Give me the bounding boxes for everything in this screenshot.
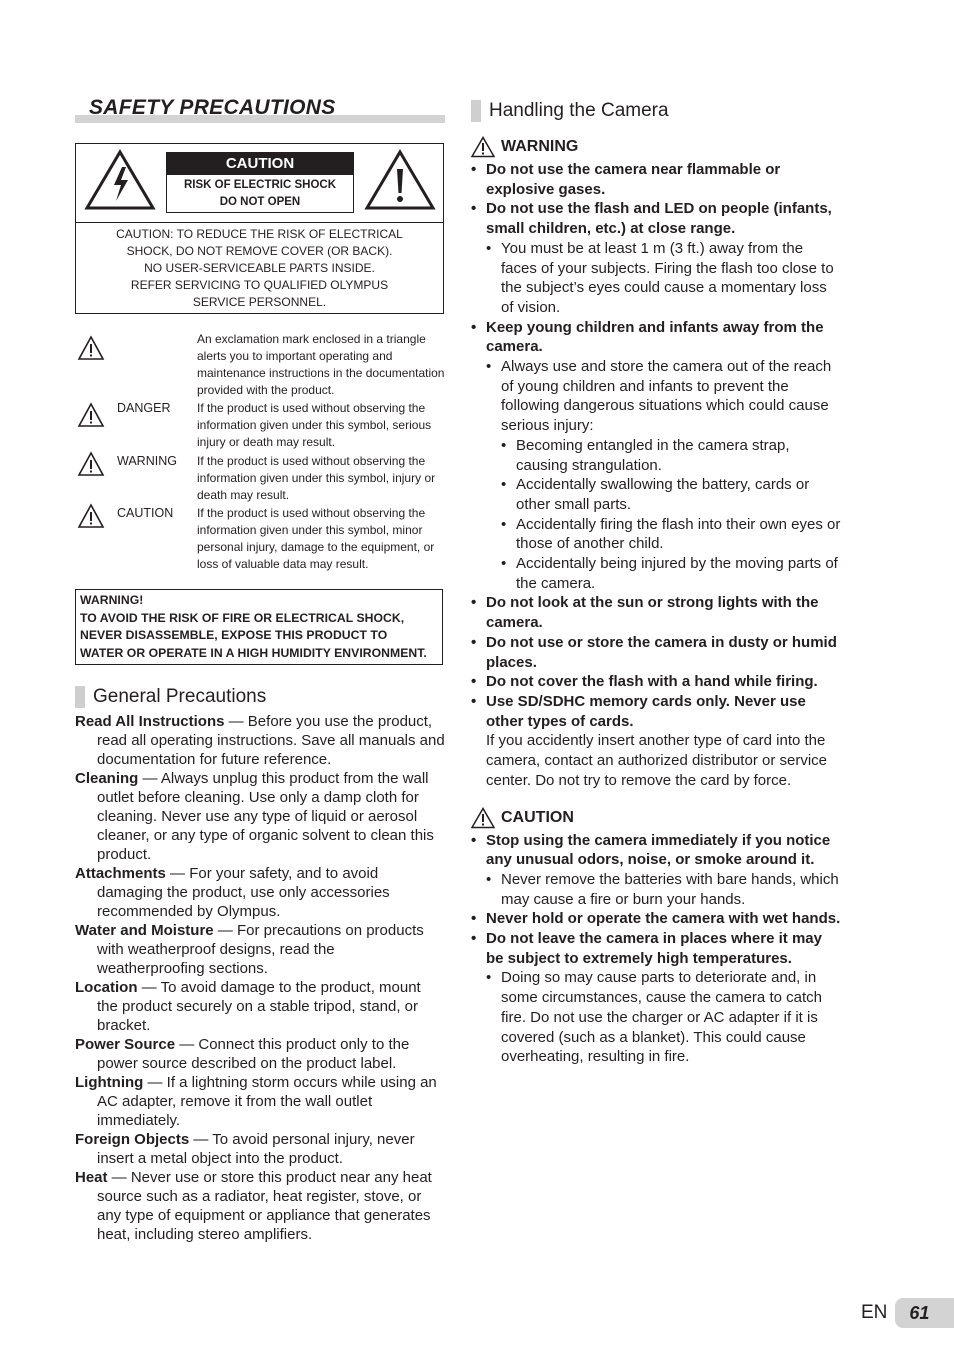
list-item: • Do not leave the camera in places where it may be subject to extremely high temperatures. bbox=[471, 929, 843, 968]
heading-marker bbox=[75, 686, 85, 708]
precaution-item bbox=[75, 921, 445, 978]
left-column bbox=[75, 96, 445, 1244]
precaution-term: Lightning bbox=[75, 1074, 144, 1091]
precaution-item bbox=[75, 1073, 445, 1130]
list-item: If you accidently insert another type of card into the camera, contact an authorized distributor or service center. Do not try to remove the card by force. bbox=[486, 732, 827, 789]
precaution-item bbox=[75, 1168, 445, 1244]
caution-risk-text: RISK OF ELECTRIC SHOCK DO NOT OPEN bbox=[183, 179, 337, 208]
warning-triangle-icon bbox=[75, 331, 117, 361]
caution-header bbox=[76, 144, 443, 223]
exclamation-icon bbox=[364, 149, 436, 211]
precaution-text: — For precautions on products with weatherproof designs, read the weatherproofing sections. bbox=[97, 922, 424, 977]
list-item: • Becoming entangled in the camera strap, causing strangulation. bbox=[471, 436, 843, 475]
precaution-term: Attachments bbox=[75, 865, 166, 882]
list-item: • Accidentally firing the flash into their own eyes or those of another child. bbox=[471, 515, 843, 554]
precaution-text: — For your safety, and to avoid damaging the product, use only accessories recommended by Olympus. bbox=[97, 865, 390, 920]
precaution-item bbox=[75, 864, 445, 921]
caution-body: CAUTION: TO REDUCE THE RISK OF ELECTRICAL SHOCK, DO NOT REMOVE COVER (OR BACK). NO USER-SERVICEABLE PARTS INSIDE. REFER SERVICING TO QUALIFIED OLYMPUS SERVICE PERSONNEL. bbox=[116, 227, 403, 309]
list-item: • Stop using the camera immediately if you notice any unusual odors, noise, or smoke around it. bbox=[471, 831, 843, 870]
precaution-item bbox=[75, 1130, 445, 1168]
general-precautions-list bbox=[75, 712, 445, 1244]
page-title: SAFETY PRECAUTIONS bbox=[89, 96, 336, 119]
precaution-term: Heat bbox=[75, 1169, 108, 1186]
caution-label: CAUTION bbox=[167, 153, 353, 175]
list-item: • Do not use the camera near flammable or explosive gases. bbox=[471, 160, 843, 199]
precaution-item bbox=[75, 712, 445, 769]
precaution-term: Foreign Objects bbox=[75, 1131, 190, 1148]
section-heading bbox=[75, 686, 445, 712]
precaution-item bbox=[75, 978, 445, 1035]
precaution-text: — Never use or store this product near any heat source such as a radiator, heat register, stove, or any type of equipment or appliance that generates heat, including stereo amplifiers. bbox=[97, 1169, 432, 1243]
precaution-term: Location bbox=[75, 979, 138, 996]
list-item: • Do not cover the flash with a hand while firing. bbox=[471, 672, 843, 692]
caution-subheading: CAUTION bbox=[471, 805, 843, 831]
electric-shock-icon bbox=[84, 149, 156, 211]
precaution-term: Water and Moisture bbox=[75, 922, 214, 939]
precaution-text: — To avoid personal injury, never insert a metal object into the product. bbox=[97, 1131, 415, 1167]
warning-triangle-icon bbox=[75, 453, 117, 483]
heading-marker bbox=[471, 100, 481, 122]
precaution-text: — Connect this product only to the power source described on the product label. bbox=[97, 1036, 410, 1072]
precaution-term: Cleaning bbox=[75, 770, 139, 787]
precaution-text: — Always unplug this product from the wall outlet before cleaning. Use only a damp cloth for cleaning. Never use any type of liquid or aerosol cleaner, or any type of organic solvent to clean this product. bbox=[97, 770, 434, 863]
list-item: • Do not use the flash and LED on people (infants, small children, etc.) at close range. bbox=[471, 199, 843, 238]
title-block bbox=[75, 96, 445, 126]
precaution-term: Read All Instructions bbox=[75, 713, 225, 730]
list-item: • You must be at least 1 m (3 ft.) away from the faces of your subjects. Firing the flash too close to the subject’s eyes could cause a momentary loss of vision. bbox=[471, 239, 843, 318]
caution-list bbox=[471, 831, 843, 1067]
general-precautions-title: General Precautions bbox=[93, 686, 267, 707]
list-item: • Accidentally being injured by the moving parts of the camera. bbox=[471, 554, 843, 593]
precaution-item bbox=[75, 769, 445, 864]
precaution-item bbox=[75, 1035, 445, 1073]
caution-label-box bbox=[166, 152, 354, 213]
fire-warning-box: WARNING! TO AVOID THE RISK OF FIRE OR ELECTRICAL SHOCK, NEVER DISASSEMBLE, EXPOSE THIS PRODUCT TO WATER OR OPERATE IN A HIGH HUMIDITY ENVIRONMENT. bbox=[75, 589, 443, 665]
list-item: • Use SD/SDHC memory cards only. Never use other types of cards. bbox=[471, 692, 843, 731]
precaution-text: — Before you use the product, read all operating instructions. Save all manuals and documentation for future reference. bbox=[97, 713, 445, 768]
language-code: EN bbox=[861, 1302, 888, 1323]
symbol-row: DANGER If the product is used without observing the information given under this symbol, serious injury or death may result. bbox=[75, 400, 445, 453]
warning-subheading: WARNING bbox=[471, 134, 843, 160]
page-footer bbox=[861, 1298, 954, 1328]
precaution-text: — To avoid damage to the product, mount the product securely on a stable tripod, stand, or bracket. bbox=[97, 979, 421, 1034]
warning-triangle-icon bbox=[75, 400, 117, 430]
list-item: • Always use and store the camera out of the reach of young children and infants to prevent the following dangerous situations which could cause serious injury: bbox=[471, 357, 843, 436]
list-item: • Accidentally swallowing the battery, cards or other small parts. bbox=[471, 475, 843, 514]
list-item: • Do not use or store the camera in dusty or humid places. bbox=[471, 633, 843, 672]
general-precautions bbox=[75, 686, 445, 1244]
symbol-legend bbox=[75, 331, 445, 573]
page-number: 61 bbox=[895, 1298, 954, 1328]
symbol-row: WARNING If the product is used without observing the information given under this symbol, injury or death may result. bbox=[75, 453, 445, 505]
list-item: • Doing so may cause parts to deteriorate and, in some circumstances, cause the camera to catch fire. Do not use the charger or AC adapter if it is covered (such as a blanket). This could cause overheating, resulting in fire. bbox=[471, 968, 843, 1067]
warning-triangle-icon bbox=[471, 136, 495, 158]
list-item: • Keep young children and infants away from the camera. bbox=[471, 318, 843, 357]
list-item: • Never hold or operate the camera with wet hands. bbox=[471, 909, 843, 929]
warning-triangle-icon bbox=[471, 807, 495, 829]
section-heading bbox=[471, 100, 843, 126]
symbol-row: CAUTION If the product is used without observing the information given under this symbol, minor personal injury, damage to the equipment, or loss of valuable data may result. bbox=[75, 505, 445, 573]
handling-camera-title: Handling the Camera bbox=[489, 100, 669, 121]
precaution-text: — If a lightning storm occurs while using an AC adapter, remove it from the wall outlet immediately. bbox=[97, 1074, 437, 1129]
precaution-term: Power Source bbox=[75, 1036, 176, 1053]
list-item: • Do not look at the sun or strong lights with the camera. bbox=[471, 593, 843, 632]
right-column bbox=[471, 100, 843, 1067]
warning-triangle-icon bbox=[75, 505, 117, 535]
list-item: • Never remove the batteries with bare hands, which may cause a fire or burn your hands. bbox=[471, 870, 843, 909]
symbol-row: An exclamation mark enclosed in a triangle alerts you to important operating and maintenance instructions in the documentation provided with the product. bbox=[75, 331, 445, 400]
warning-list bbox=[471, 160, 843, 791]
caution-box bbox=[75, 143, 444, 314]
